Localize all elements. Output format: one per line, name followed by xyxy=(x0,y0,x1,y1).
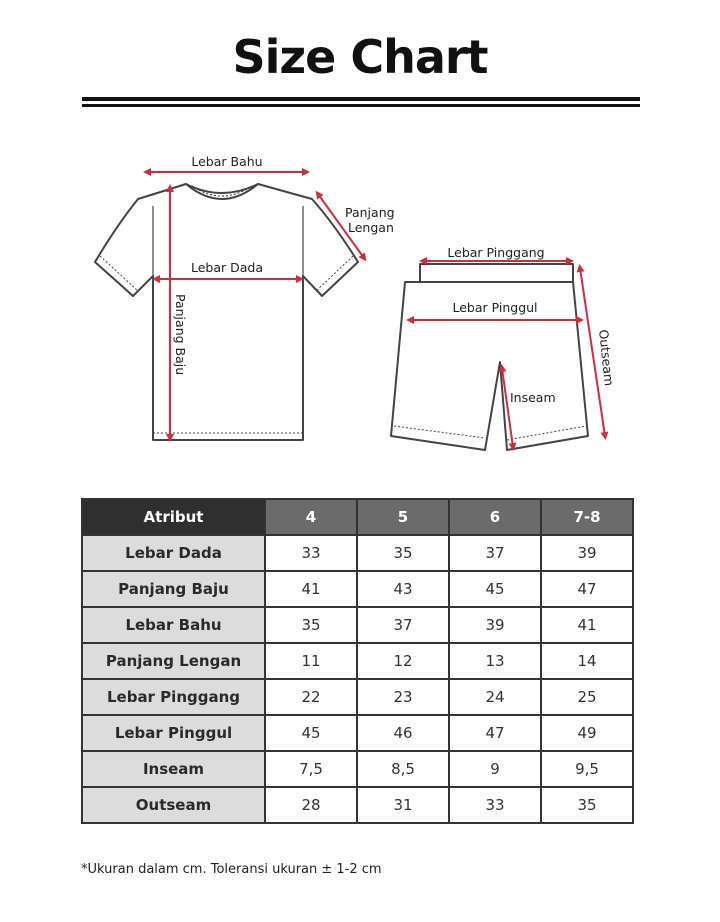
table-row xyxy=(82,643,633,679)
title-divider-thick xyxy=(82,97,640,101)
header-size-4: 4 xyxy=(265,499,357,535)
cell-value: 9 xyxy=(449,751,541,787)
header-size-6: 6 xyxy=(449,499,541,535)
row-label: Inseam xyxy=(82,751,265,787)
row-label: Panjang Baju xyxy=(82,571,265,607)
row-label: Lebar Bahu xyxy=(82,607,265,643)
label-panjang-baju: Panjang Baju xyxy=(173,294,188,376)
cell-value: 8,5 xyxy=(357,751,449,787)
row-label: Panjang Lengan xyxy=(82,643,265,679)
cell-value: 35 xyxy=(541,787,633,823)
table-row xyxy=(82,787,633,823)
label-lebar-bahu: Lebar Bahu xyxy=(191,154,263,169)
cell-value: 24 xyxy=(449,679,541,715)
label-outseam: Outseam xyxy=(596,328,617,387)
size-table xyxy=(81,498,634,824)
table-row xyxy=(82,679,633,715)
header-size-7-8: 7-8 xyxy=(541,499,633,535)
cell-value: 11 xyxy=(265,643,357,679)
label-lebar-pinggang: Lebar Pinggang xyxy=(447,245,545,260)
label-lebar-dada: Lebar Dada xyxy=(190,260,264,275)
cell-value: 47 xyxy=(449,715,541,751)
cell-value: 43 xyxy=(357,571,449,607)
cell-value: 39 xyxy=(449,607,541,643)
row-label: Lebar Pinggang xyxy=(82,679,265,715)
cell-value: 37 xyxy=(449,535,541,571)
table-row xyxy=(82,751,633,787)
page-title: Size Chart xyxy=(232,30,488,84)
cell-value: 31 xyxy=(357,787,449,823)
label-inseam: Inseam xyxy=(510,390,556,405)
cell-value: 14 xyxy=(541,643,633,679)
cell-value: 49 xyxy=(541,715,633,751)
cell-value: 45 xyxy=(265,715,357,751)
title-divider-thin xyxy=(82,104,640,107)
cell-value: 46 xyxy=(357,715,449,751)
row-label: Outseam xyxy=(82,787,265,823)
tshirt-outline xyxy=(95,184,358,440)
cell-value: 45 xyxy=(449,571,541,607)
cell-value: 39 xyxy=(541,535,633,571)
size-note: *Ukuran dalam cm. Toleransi ukuran ± 1-2 cm xyxy=(81,862,382,877)
cell-value: 13 xyxy=(449,643,541,679)
row-label: Lebar Pinggul xyxy=(82,715,265,751)
cell-value: 23 xyxy=(357,679,449,715)
table-row xyxy=(82,535,633,571)
cell-value: 22 xyxy=(265,679,357,715)
garment-illustration xyxy=(0,130,720,460)
cell-value: 7,5 xyxy=(265,751,357,787)
table-header-row xyxy=(82,499,633,535)
cell-value: 47 xyxy=(541,571,633,607)
shorts-outline xyxy=(391,264,588,450)
table-row xyxy=(82,607,633,643)
cell-value: 33 xyxy=(449,787,541,823)
cell-value: 9,5 xyxy=(541,751,633,787)
cell-value: 28 xyxy=(265,787,357,823)
table-row xyxy=(82,571,633,607)
label-lebar-pinggul: Lebar Pinggul xyxy=(452,300,538,315)
row-label: Lebar Dada xyxy=(82,535,265,571)
cell-value: 41 xyxy=(541,607,633,643)
cell-value: 12 xyxy=(357,643,449,679)
table-row xyxy=(82,715,633,751)
header-atribut: Atribut xyxy=(82,499,265,535)
cell-value: 35 xyxy=(265,607,357,643)
cell-value: 25 xyxy=(541,679,633,715)
cell-value: 33 xyxy=(265,535,357,571)
cell-value: 37 xyxy=(357,607,449,643)
cell-value: 35 xyxy=(357,535,449,571)
header-size-5: 5 xyxy=(357,499,449,535)
cell-value: 41 xyxy=(265,571,357,607)
label-panjang-lengan-2: Lengan xyxy=(348,220,394,235)
label-panjang-lengan-1: Panjang xyxy=(345,205,395,220)
